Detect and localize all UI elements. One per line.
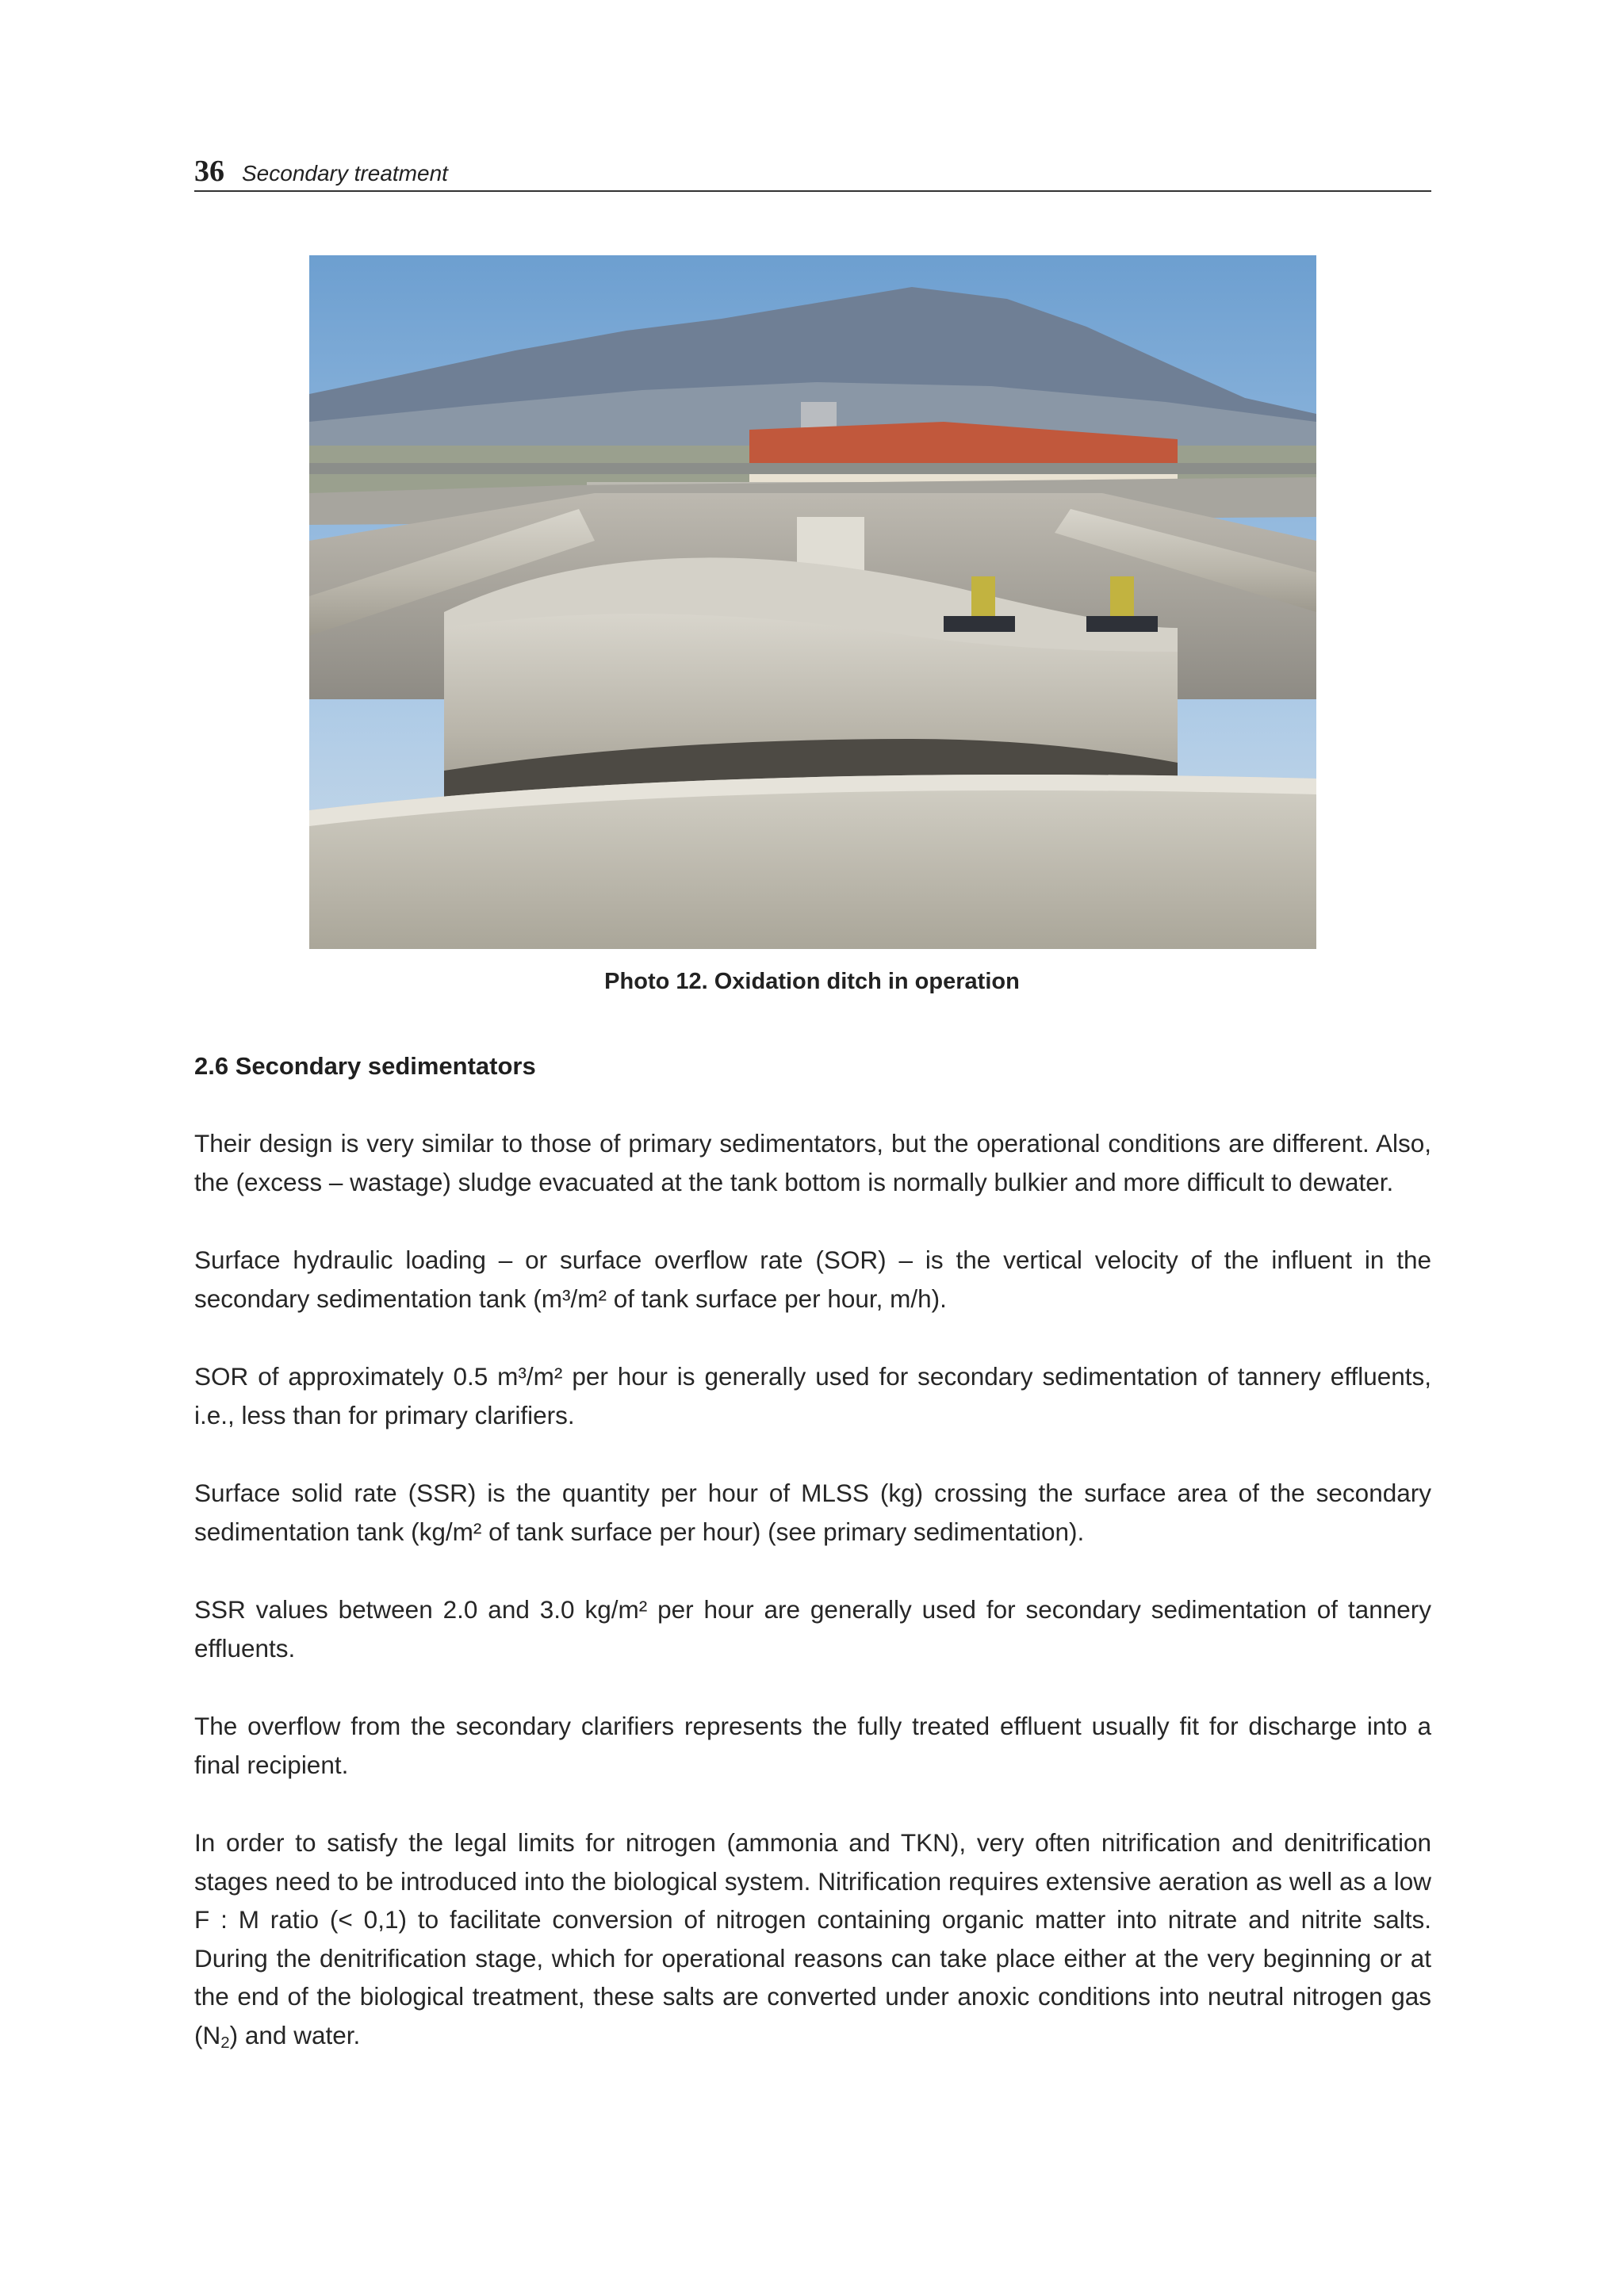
section-heading: 2.6 Secondary sedimentators <box>194 1052 536 1080</box>
paragraph: Surface solid rate (SSR) is the quantity per hour of MLSS (kg) crossing the surface area of the secondary sedimentation tank (kg/m² of tank surface per hour) (see primary sedimentation). <box>194 1479 1431 1546</box>
paragraph-nitrogen <box>194 1823 1431 2054</box>
page-header <box>194 155 1431 192</box>
page-number: 36 <box>194 155 224 188</box>
paragraph-text: In order to satisfy the legal limits for nitrogen (ammonia and TKN), very often nitrification and denitrification stages need to be introduced into the biological system. Nitrification requires extensive aeration as well as a low F : M ratio (< 0,1) to facilitate conversion of nitrogen containing organic matter into nitrate and nitrite salts. During the denitrification stage, which for operational reasons can take place either at the very beginning or at the end of the biological treatment, these salts are converted under anoxic conditions into neutral nitrogen gas (N <box>194 1828 1431 2049</box>
running-title: Secondary treatment <box>242 161 448 186</box>
paragraph: SSR values between 2.0 and 3.0 kg/m² per hour are generally used for secondary sedimentation of tannery effluents. <box>194 1595 1431 1663</box>
photo-oxidation-ditch <box>309 255 1316 949</box>
paragraph: Their design is very similar to those of primary sedimentators, but the operational conditions are different. Also, the (excess – wastage) sludge evacuated at the tank bottom is normally bulkier and more difficult to dewater. <box>194 1129 1431 1196</box>
paragraph-text-end: ) and water. <box>229 2020 361 2049</box>
figure-caption: Photo 12. Oxidation ditch in operation <box>604 969 1020 994</box>
paragraph: The overflow from the secondary clarifiers represents the fully treated effluent usually fit for discharge into a final recipient. <box>194 1712 1431 1779</box>
body-text <box>194 1124 1431 2094</box>
paragraph: Surface hydraulic loading – or surface overflow rate (SOR) – is the vertical velocity of the influent in the secondary sedimentation tank (m³/m² of tank surface per hour, m/h). <box>194 1246 1431 1313</box>
paragraph: SOR of approximately 0.5 m³/m² per hour is generally used for secondary sedimentation of tannery effluents, i.e., less than for primary clarifiers. <box>194 1362 1431 1429</box>
photo-illustration <box>309 255 1316 949</box>
subscript: 2 <box>220 2033 230 2052</box>
